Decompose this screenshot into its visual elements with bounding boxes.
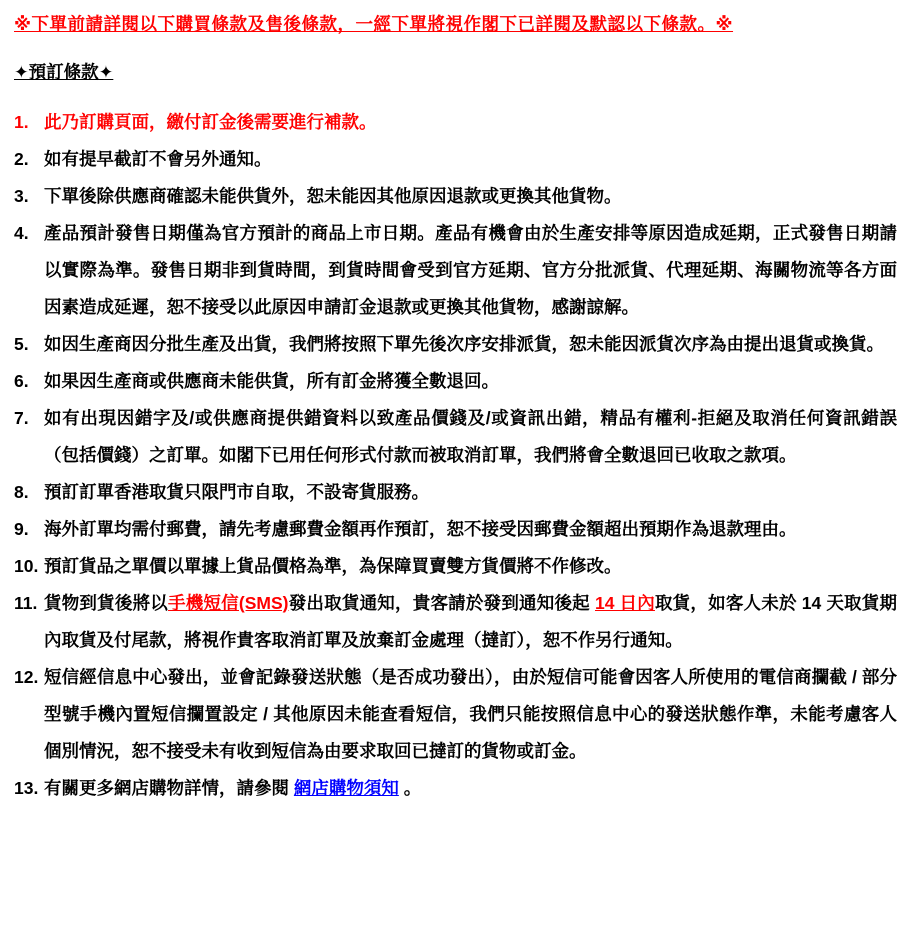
term-item — [14, 659, 897, 770]
term-item-text — [44, 104, 897, 141]
term-item-text — [44, 326, 897, 363]
inline-highlight: 14 日內 — [594, 593, 655, 613]
term-item-number: 2. — [14, 149, 29, 169]
term-item — [14, 474, 897, 511]
text-segment: 預訂貨品之單價以單據上貨品價格為準，為保障買賣雙方貨價將不作修改。 — [44, 556, 622, 576]
term-item-number: 1. — [14, 112, 29, 132]
term-item-number: 12. — [14, 667, 39, 687]
text-segment: 如有提早截訂不會另外通知。 — [44, 149, 272, 169]
term-item — [14, 363, 897, 400]
term-item — [14, 141, 897, 178]
text-segment: 下單後除供應商確認未能供貨外，恕未能因其他原因退款或更換其他貨物。 — [44, 186, 622, 206]
term-item — [14, 104, 897, 141]
text-segment: 。 — [398, 778, 422, 798]
term-item — [14, 770, 897, 807]
term-item-number: 4. — [14, 223, 29, 243]
text-segment: 如因生產商因分批生產及出貨，我們將按照下單先後次序安排派貨，恕未能因派貨次序為由提出退貨或換貨。 — [44, 334, 884, 354]
term-item — [14, 215, 897, 326]
term-item — [14, 548, 897, 585]
text-segment: 海外訂單均需付郵費，請先考慮郵費金額再作預訂，恕不接受因郵費金額超出預期作為退款理由。 — [44, 519, 797, 539]
inline-highlight: 手機短信(SMS) — [168, 593, 289, 613]
text-segment: 此乃訂購頁面，繳付訂金後需要進行補款。 — [44, 112, 377, 132]
term-item-number: 9. — [14, 519, 29, 539]
terms-list — [14, 104, 897, 807]
term-item-text — [44, 548, 897, 585]
text-segment: 如果因生產商或供應商未能供貨，所有訂金將獲全數退回。 — [44, 371, 499, 391]
term-item — [14, 178, 897, 215]
term-item-text — [44, 178, 897, 215]
text-segment: 產品預計發售日期僅為官方預計的商品上市日期。產品有機會由於生產安排等原因造成延期，正式發售日期請以實際為準。發售日期非到貨時間，到貨時間會受到官方延期、官方分批派貨、代理延期、海關物流等各方面因素造成延遲，恕不接受以此原因申請訂金退款或更換其他貨物，感謝諒解。 — [44, 223, 897, 317]
term-item-text — [44, 474, 897, 511]
term-item — [14, 511, 897, 548]
shop-guide-link[interactable]: 網店購物須知 — [293, 778, 399, 798]
term-item-number: 10. — [14, 556, 39, 576]
term-item — [14, 326, 897, 363]
text-segment: 預訂訂單香港取貨只限門市自取，不設寄貨服務。 — [44, 482, 429, 502]
term-item-text — [44, 400, 897, 474]
term-item-number: 3. — [14, 186, 29, 206]
term-item-text — [44, 363, 897, 400]
term-item-number: 13. — [14, 778, 39, 798]
text-segment: 發出取貨通知，貴客請於發到通知後起 — [288, 593, 595, 613]
term-item — [14, 585, 897, 659]
term-item-text — [44, 511, 897, 548]
term-item-text — [44, 585, 897, 659]
term-item-number: 5. — [14, 334, 29, 354]
term-item-number: 8. — [14, 482, 29, 502]
term-item-text — [44, 770, 897, 807]
text-segment: 貨物到貨後將以 — [44, 593, 169, 613]
term-item-number: 11. — [14, 593, 38, 613]
text-segment: 短信經信息中心發出，並會記錄發送狀態（是否成功發出），由於短信可能會因客人所使用的電信商攔截 / 部分型號手機內置短信攔置設定 / 其他原因未能查看短信，我們只能按照信息中心的發送狀態作準，未能考慮客人個別情況，恕不接受未有收到短信為由要求取回已撻訂的貨物或訂金。 — [44, 667, 897, 761]
purchase-warning-banner: ※下單前請詳閱以下購買條款及售後條款，一經下單將視作閣下已詳閱及默認以下條款。※ — [14, 14, 734, 34]
text-segment: 如有出現因錯字及/或供應商提供錯資料以致產品價錢及/或資訊出錯，精品有權利-拒絕及取消任何資訊錯誤（包括價錢）之訂單。如閣下已用任何形式付款而被取消訂單，我們將會全數退回已收取之款項。 — [44, 408, 897, 465]
term-item-number: 6. — [14, 371, 29, 391]
term-item — [14, 400, 897, 474]
text-segment: 有關更多網店購物詳情，請參閱 — [44, 778, 294, 798]
text-segment: 取貨，如客人未於 14 天取貨期內取貨及付尾款，將視作貴客取消訂單及放棄訂金處理（撻訂），恕不作另行通知。 — [44, 593, 897, 650]
section-title-preorder-terms: ✦預訂條款✦ — [14, 62, 114, 82]
term-item-text — [44, 659, 897, 770]
term-item-text — [44, 215, 897, 326]
term-item-text — [44, 141, 897, 178]
term-item-number: 7. — [14, 408, 29, 428]
